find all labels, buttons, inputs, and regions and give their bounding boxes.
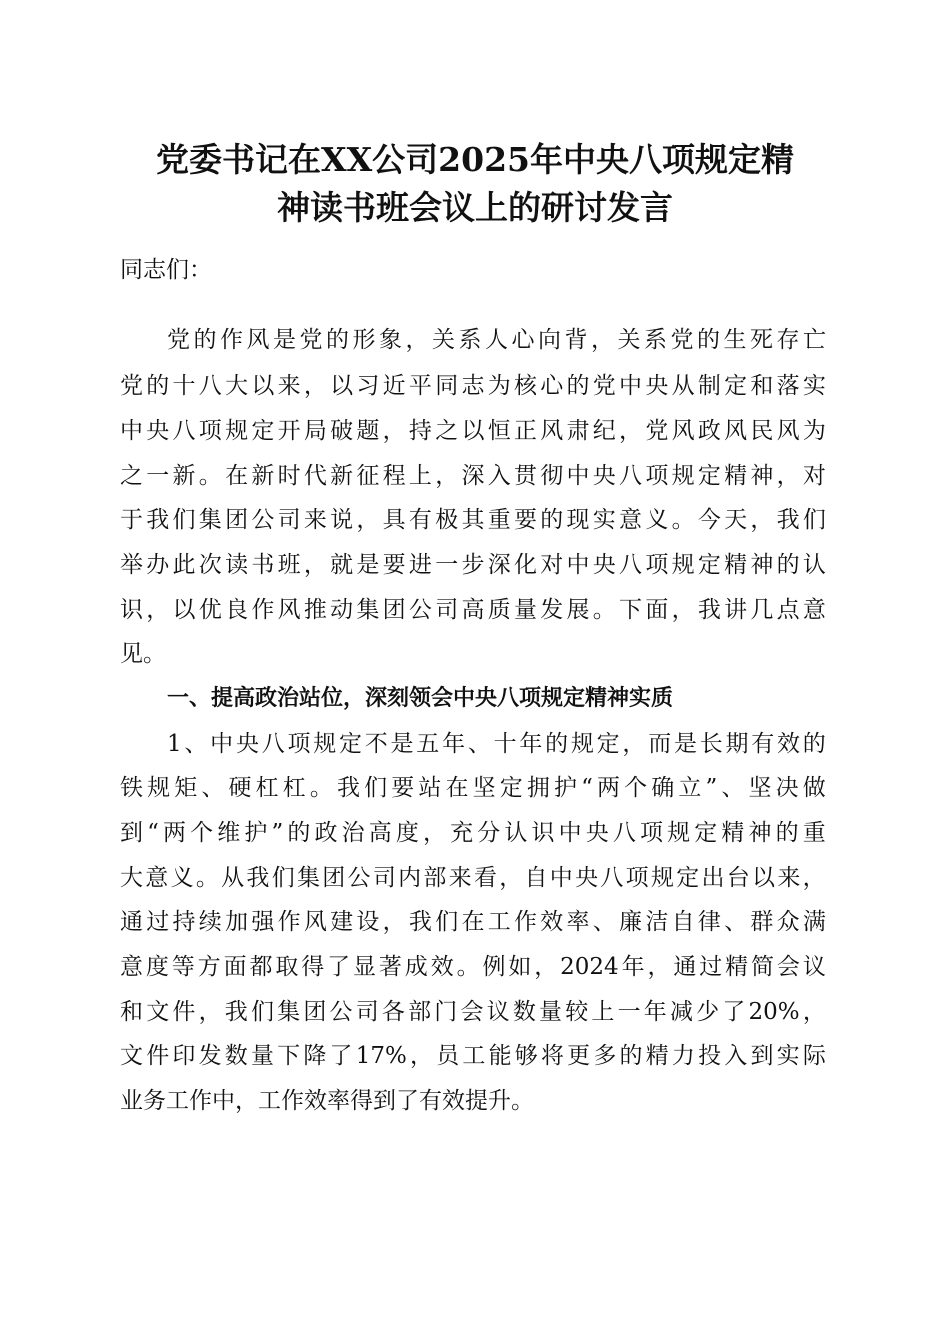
body-line: 之 一 新 。 在 新 时 代 新 征 程 上 ， 深 入 贯 彻 中 央 八 项 规 定 精 神 ， 对	[120, 463, 826, 489]
document-title-line-2: 神读书班会议上的研讨发言	[277, 188, 673, 227]
document-title-line-1: 党委书记在XX公司2025年中央八项规定精	[155, 140, 795, 179]
body-line: 文 件 印 发 数 量 下 降 了 17% ， 员 工 能 够 将 更 多 的 精 力 投 入 到 实 际	[120, 1043, 826, 1069]
body-line: 意 度 等 方 面 都 取 得 了 显 著 成 效 。 例 如 ， 2024 年 ， 通 过 精 简 会 议	[120, 954, 826, 980]
body-line: 党 的 十 八 大 以 来 ， 以 习 近 平 同 志 为 核 心 的 党 中 央 从 制 定 和 落 实	[120, 373, 826, 399]
salutation: 同志们：	[120, 257, 212, 283]
body-line: 和 文 件 ， 我 们 集 团 公 司 各 部 门 会 议 数 量 较 上 一 年 减 少 了 20% ，	[120, 999, 826, 1025]
body-line: 通 过 持 续 加 强 作 风 建 设 ， 我 们 在 工 作 效 率 、 廉 洁 自 律 、 群 众 满	[120, 909, 826, 935]
body-line: 业务工作中，工作效率得到了有效提升。	[120, 1088, 534, 1114]
body-line: 举 办 此 次 读 书 班 ， 就 是 要 进 一 步 深 化 对 中 央 八 项 规 定 精 神 的 认	[120, 552, 826, 578]
body-line: 大 意 义 。 从 我 们 集 团 公 司 内 部 来 看 ， 自 中 央 八 项 规 定 出 台 以 来 ，	[120, 865, 826, 891]
body-line: 到 “ 两 个 维 护 ” 的 政 治 高 度 ， 充 分 认 识 中 央 八 项 规 定 精 神 的 重	[120, 820, 826, 846]
body-line: 铁 规 矩 、 硬 杠 杠 。 我 们 要 站 在 坚 定 拥 护 “ 两 个 确 立 ” 、 坚 决 做	[120, 775, 826, 801]
body-line: 见。	[120, 641, 166, 667]
body-line: 1 、 中 央 八 项 规 定 不 是 五 年 、 十 年 的 规 定 ， 而 是 长 期 有 效 的	[167, 731, 826, 757]
section-heading: 一、提高政治站位，深刻领会中央八项规定精神实质	[167, 686, 674, 711]
body-line: 于 我 们 集 团 公 司 来 说 ， 具 有 极 其 重 要 的 现 实 意 义 。 今 天 ， 我 们	[120, 507, 826, 533]
body-line: 党 的 作 风 是 党 的 形 象 ， 关 系 人 心 向 背 ， 关 系 党 的 生 死 存 亡	[167, 327, 826, 353]
body-line: 识 ， 以 优 良 作 风 推 动 集 团 公 司 高 质 量 发 展 。 下 面 ， 我 讲 几 点 意	[120, 597, 826, 623]
body-line: 中 央 八 项 规 定 开 局 破 题 ， 持 之 以 恒 正 风 肃 纪 ， 党 风 政 风 民 风 为	[120, 418, 826, 444]
